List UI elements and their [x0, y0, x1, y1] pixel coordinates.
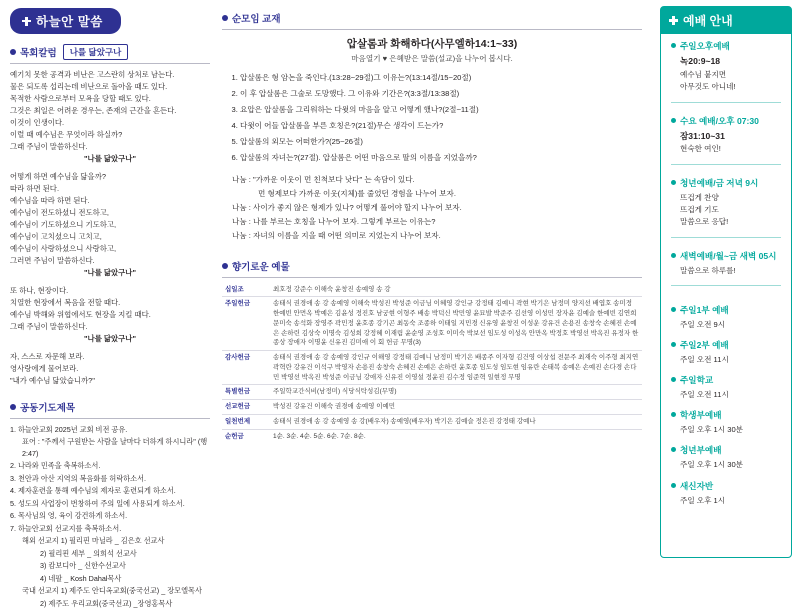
service-time: 주일 오후 1시 30분: [680, 460, 744, 470]
prayer-title: [10, 400, 75, 414]
prayer-header: [10, 397, 210, 415]
poem-line: 예수님이 고치셨으니 고치고,: [10, 231, 102, 241]
list-item: 국내 선교지 1) 제주도 안디옥교회(중국선교) _ 장모엘목사: [22, 586, 202, 596]
offering-names: 송태식 권경애 송 강 송예영 송 강(배우자) 송예영(배우자) 박기은 김예슬 정은진 강정태 강예나: [270, 414, 642, 429]
service-label: 주일2부 예배: [680, 340, 729, 351]
worship-section-label: 주일오후예배: [680, 41, 730, 51]
divider: [671, 164, 781, 165]
list-item: 2. 이 후 압살롬은 그술로 도망했다. 그 이유와 기간은?(3:3절/13:38절): [240, 87, 638, 101]
bullet-dot-icon: [671, 377, 676, 382]
poem-line: 예수님이 기도하셨으니 기도하고,: [10, 219, 117, 229]
list-item: 7. 하늘안교회 선교지를 축복하소서.: [10, 523, 122, 533]
poem-line: 자, 스스로 자문해 보라.: [10, 351, 85, 361]
service-title: [671, 480, 781, 492]
worship-section-lines: [671, 265, 781, 277]
service-label: 주일1부 예배: [680, 304, 729, 315]
sermon-line: 현숙한 여인!: [680, 144, 721, 154]
pastoral-column-label: 목회칼럼: [20, 48, 57, 59]
pastoral-column-body: [10, 69, 210, 387]
offering-names: 박성진 강유건 이해숙 권경애 송예영 이예민: [270, 400, 642, 415]
share-text: 자녀의 이름을 지을 때 어떤 의미로 지었는지 나누어 보자.: [253, 231, 441, 241]
service-schedule: [661, 292, 791, 509]
poem-refrain: "나를 닮았구나": [84, 333, 136, 343]
offering-label: 순헌금: [222, 429, 270, 443]
worship-section-title: [671, 250, 781, 262]
share-text: 나를 부르는 호칭을 나누어 보자. 그렇게 부르는 이유는?: [253, 217, 436, 227]
table-row: [222, 297, 642, 351]
offering-names: 송태식 권경애 송 강 송예영 이해숙 박성진 박성준 이금님 이혜영 강인규 강정태 김예니 곽현 박기은 남정미 양지선 배엽호 송미정 한예빈 안먼옥 박예은 김윤성 정진호 남궁현 이형주 배송 박덕신 박민영 윤묘발 박준주 김선영 이성민 장자윤 김예슬 한예빈 김연희 문미숙 송석화 장영주 곽민정 윤호종 강기곤 최동숙 조종하 이태일 지민경 신유영 윤창진 이성운 강유건 손용진 송창숙 손혜진 손예은 손하린 김상숙 이명숙 김성희 강정혜 이재림 윤순영 조성호 이미숙 박보선 임도성 이성옥 안만옥 박정호 박영선 박옥진 유정자 한종상 장애자 이명윤 신유진 김미애 이 회 헌금 무명(3): [270, 297, 642, 351]
share-text: 먼 형제보다 가까운 이웃(지체)를 줄었던 경험을 나누어 보자.: [258, 189, 456, 199]
share-text: 사이가 좋지 않은 형제가 있나? 어떻게 풀어야 할지 나누어 보자.: [253, 203, 462, 213]
list-item: 1. 하늘안교회 2025년 교회 비전 공유.: [10, 424, 128, 434]
poem-refrain: "나를 닮았구나": [84, 267, 136, 277]
right-column: [660, 6, 792, 558]
offering-label: 십일조: [225, 285, 244, 293]
share-line: [232, 229, 642, 243]
offering-names: 송태식 권경애 송 강 송예영 강인규 이해영 강정태 김예니 남정미 박기은 배종주 이자형 김건영 이상섭 전문주 최재숙 이주형 최지연 곽혁란 강유건 이석구 박영자 손용진 송창숙 손혜진 손예은 손하린 윤호종 임도성 임도현 임유란 손태복 송예은 손예진 손다경 손다민 박영선 박옥진 박성준 이금님 강애자 신유진 이영설 정윤진 김수정 임준혁 일현정 무명: [270, 351, 642, 385]
poem-line: 목적한 사람으로부터 모욕을 당할 때도 있다.: [10, 93, 151, 103]
worship-section-title: [671, 115, 781, 127]
sermon-line: 말씀으로 응답!: [680, 217, 729, 227]
list-item: 2. 나라와 민족을 축복하소서.: [10, 461, 101, 471]
poem-line: 예수님이 사랑하셨으니 사랑하고,: [10, 243, 117, 253]
table-row: [222, 385, 642, 400]
divider: [10, 63, 210, 64]
table-row: [222, 351, 642, 385]
bullet-dot-icon: [671, 118, 676, 123]
service-title: [671, 444, 781, 456]
small-group-title: [222, 11, 281, 25]
poem-line: 이것이 인생이다.: [10, 117, 65, 127]
pastoral-column-badge: 나를 닮았구나: [63, 44, 129, 60]
small-group-card: [222, 8, 642, 244]
small-group-title-label: 순모임 교재: [232, 14, 281, 25]
poem-line: 그래 주님이 말씀하신다.: [10, 321, 88, 331]
offering-label: 감사헌금: [222, 351, 270, 385]
masthead: [10, 8, 121, 34]
offering-label: 주일헌금: [222, 297, 270, 351]
list-item: 5. 성도의 사업장이 번창하여 주의 일에 사용되게 하소서.: [10, 498, 185, 508]
table-row: [222, 414, 642, 429]
offering-card: [222, 256, 642, 444]
poem-line: 그러면 주님이 말씀하신다.: [10, 255, 95, 265]
list-item: 3. 요압은 압살롬을 그리워하는 다윗의 마음을 알고 어떻게 했나?(2절~11절): [240, 103, 638, 117]
poem-line: 그것은 최일은 어려운 경우는, 존재의 근간을 흔든다.: [10, 105, 177, 115]
list-item: 표어 : "주께서 구원받는 사람을 날마다 더하게 하시니라" (행2:47): [22, 437, 208, 458]
offering-names: 주일학교간식비(남정미) 식당식탁성김(무명): [270, 385, 642, 400]
scripture-ref: 잠31:10~31: [680, 130, 725, 141]
share-label: 나눔 :: [232, 231, 251, 241]
poem-line: 치열한 현장에서 복음을 전할 때다.: [10, 297, 121, 307]
bullet-dot-icon: [671, 447, 676, 452]
middle-column: [222, 8, 642, 450]
divider: [671, 237, 781, 238]
share-text: "가까운 이웃이 먼 친척보다 낫다" 는 속담이 있다.: [253, 175, 415, 185]
share-line: [232, 173, 642, 187]
worship-section: [661, 244, 791, 279]
bullet-dot-icon: [222, 263, 228, 269]
worship-section-label: 청년예배/금 저녁 9시: [680, 177, 759, 188]
worship-section: [661, 109, 791, 158]
list-item: 4. 제자훈련을 통해 예수님의 제자로 훈련되게 하소서.: [10, 486, 176, 496]
cross-icon: [669, 16, 678, 25]
poem-line: 영사랑에게 물어보라.: [10, 363, 79, 373]
poem-line: 예수님을 따라 하면 된다.: [10, 195, 90, 205]
service-title: [671, 409, 781, 421]
bullet-dot-icon: [671, 43, 676, 48]
bullet-dot-icon: [10, 49, 16, 55]
bullet-dot-icon: [222, 15, 228, 21]
share-label: 나눔 :: [232, 203, 251, 213]
poem-line: 예수님 박해와 위협에서도 현장을 지킬 때다.: [10, 309, 151, 319]
poem-line: "내가 예수님 닮았습니까?": [10, 375, 95, 385]
sermon-line: 뜨겁게 찬양: [680, 192, 719, 202]
worship-section-lines: [671, 130, 781, 156]
share-line: [232, 201, 642, 215]
share-block: [222, 173, 642, 243]
divider: [671, 285, 781, 286]
worship-section-title: [671, 40, 781, 52]
worship-section: [661, 34, 791, 96]
offering-table: [222, 283, 642, 444]
list-item: 3. 천안과 아산 지역의 복음화를 허락하소서.: [10, 473, 147, 483]
worship-section-label: 수요 예배/오후 07:30: [680, 115, 759, 126]
service-label: 청년부예배: [680, 445, 722, 456]
poem-refrain: "나를 닮았구나": [84, 153, 136, 163]
offering-label: 특별헌금: [222, 385, 270, 400]
bullet-dot-icon: [671, 180, 676, 185]
poem-line: 그래 주님이 말씀하신다.: [10, 141, 88, 151]
masthead-title: 하늘안 말씀: [36, 15, 103, 29]
divider: [222, 277, 642, 278]
service-label: 주일학교: [680, 375, 714, 386]
list-item: 5. 압살롬의 외모는 어떠한가?(25~26절): [240, 135, 638, 149]
worship-info-box: [660, 6, 792, 558]
scripture-title: 압살롬과 화해하다(사무엘하14:1~33): [346, 38, 518, 50]
table-row: [222, 429, 642, 443]
bullet-dot-icon: [10, 404, 16, 410]
sermon-line: 말씀으로 하루를!: [680, 265, 736, 275]
poem-line: 예기치 못한 공격과 비난은 고스란히 상처로 남는다.: [10, 70, 175, 79]
poem-line: 이럴 때 예수님은 무엇이라 하실까?: [10, 129, 123, 139]
list-item: 6. 압살롬의 자녀는?(27절). 압살롬은 어떤 마음으로 딸의 이름을 지었을까?: [240, 151, 638, 165]
worship-section-lines: [671, 192, 781, 229]
service-time: 주일 오전 9시: [680, 319, 726, 329]
prayer-list: [10, 424, 210, 610]
left-column: [10, 8, 210, 610]
poem-line: 예수님이 전도하셨니 전도하고,: [10, 207, 109, 217]
pastoral-column-title: [10, 45, 57, 59]
list-item: 1. 압살롬은 형 암논을 죽인다.(13:28~29절)그 이유는?(13:14절/15~20절): [240, 71, 638, 85]
worship-section-label: 새벽예배/월~금 새벽 05시: [680, 250, 777, 261]
share-line: [232, 187, 642, 201]
prayer-title-label: 공동기도제목: [20, 402, 76, 414]
share-label: 나눔 :: [232, 175, 251, 185]
worship-info-header: [661, 7, 791, 34]
offering-label: 일천번제: [222, 414, 270, 429]
service-time: 주일 오후 1시: [680, 495, 726, 505]
bullet-dot-icon: [671, 412, 676, 417]
offering-title-label: 향기로운 예물: [232, 261, 290, 273]
list-item: 4) 네팔 _ Kosh Dahal목사: [40, 573, 122, 583]
list-item: 3) 캄보디아 _ 신한수선교사: [40, 561, 126, 571]
worship-info-title: 예배 안내: [683, 14, 733, 28]
scripture-ref: 녹20:9~18: [680, 56, 721, 66]
service-time: 주일 오전 11시: [680, 355, 729, 365]
service-title: [671, 304, 781, 316]
bullet-dot-icon: [671, 253, 676, 258]
offering-label: 선교헌금: [222, 400, 270, 415]
sermon-line: 뜨겁게 기도: [680, 205, 719, 215]
divider: [10, 418, 210, 419]
sermon-line: 예수님 붙지면: [680, 69, 727, 79]
service-title: [671, 374, 781, 386]
offering-title: [222, 259, 290, 273]
worship-section: [661, 171, 791, 231]
table-row: [222, 283, 642, 297]
divider: [671, 102, 781, 103]
poem-line: 또 하나, 현장이다.: [10, 285, 69, 295]
bullet-dot-icon: [671, 483, 676, 488]
bullet-dot-icon: [671, 307, 676, 312]
worship-section-title: [671, 177, 781, 189]
list-item: 해외 선교지 1) 필리핀 마닐라 _ 김은호 선교사: [22, 536, 165, 546]
cross-icon: [22, 17, 31, 26]
table-row: [222, 400, 642, 415]
list-item: 6. 목사님의 영, 육이 강건하게 하소서.: [10, 511, 128, 521]
sermon-line: 아무것도 아니네!: [680, 82, 736, 92]
offering-names: 1순. 3순. 4순. 5순. 6순. 7순. 8순.: [270, 429, 642, 443]
list-item: 2) 제주도 우리교회(중국선교) _장영홍목사: [40, 598, 173, 608]
question-list: [222, 71, 642, 165]
service-time: 주일 오전 11시: [680, 390, 729, 400]
service-title: [671, 339, 781, 351]
list-item: 2) 필리핀 세부 _ 의희석 선교사: [40, 548, 137, 558]
service-label: 새신자반: [680, 480, 714, 491]
pastoral-column-header: [10, 44, 210, 60]
divider: [222, 29, 642, 30]
worship-section-lines: [671, 55, 781, 94]
offering-names: 최호정 강준수 이해숙 윤창진 송예영 송 강: [273, 285, 391, 293]
bullet-dot-icon: [671, 342, 676, 347]
list-item: 4. 다윗이 어들 압살롬을 부른 호칭은?(21절)무슨 생각이 드는가?: [240, 119, 638, 133]
share-line: [232, 215, 642, 229]
scripture-subtitle: 마음열기 ♥ 은혜받은 말씀(설교)을 나누어 봅시다.: [351, 54, 513, 63]
poem-line: 따라 하면 된다.: [10, 183, 59, 193]
service-time: 주일 오후 1시 30분: [680, 425, 744, 435]
service-label: 학생부예배: [680, 410, 722, 421]
share-label: 나눔 :: [232, 217, 251, 227]
poem-line: 어떻게 하면 예수님을 닮을까?: [10, 171, 106, 181]
poem-line: 물은 되도록 섭리는데 비난으로 돌아올 때도 있다.: [10, 81, 168, 91]
